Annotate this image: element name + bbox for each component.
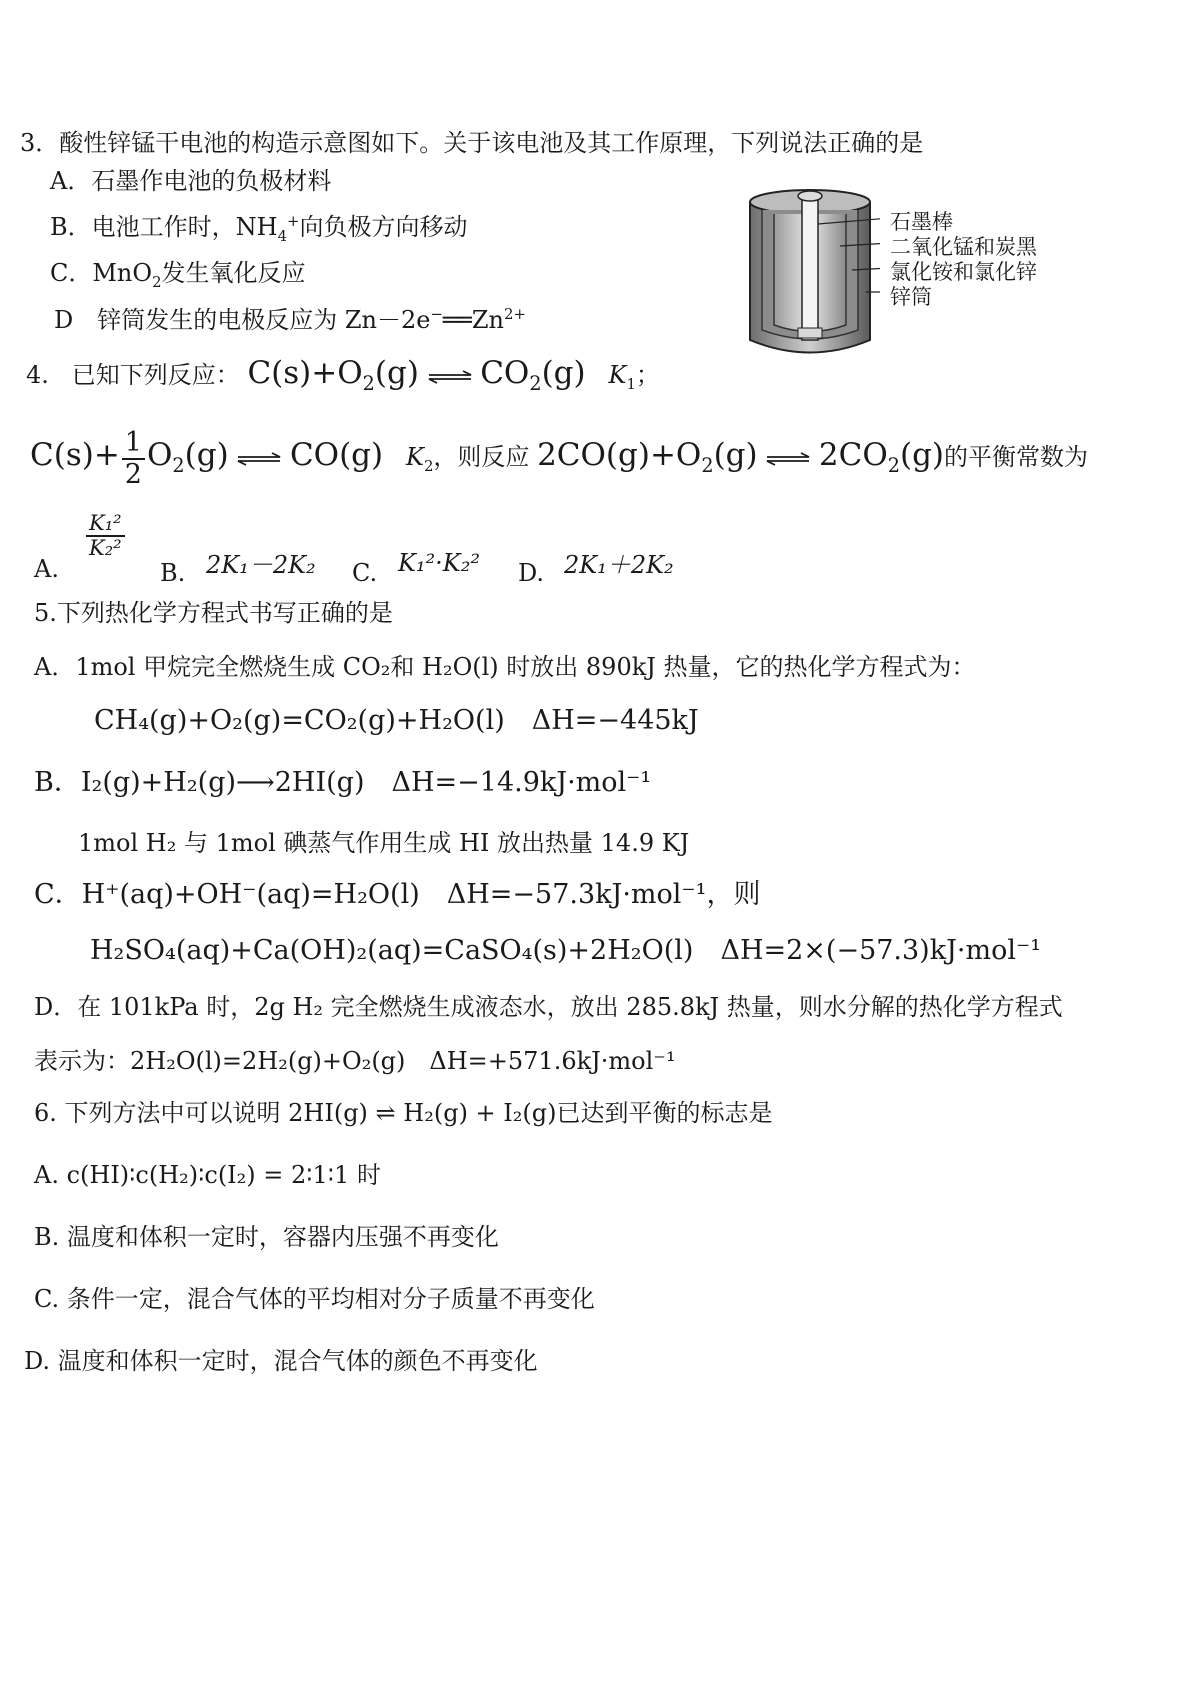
- q6-option-d: D. 温度和体积一定时，混合气体的颜色不再变化: [24, 1347, 538, 1375]
- q3-option-c: C．MnO$_2$发生氧化反应: [50, 259, 306, 291]
- label-zinc-can: 锌筒: [890, 285, 932, 309]
- q5-option-c-equation2: H₂SO₄(aq)+Ca(OH)₂(aq)=CaSO₄(s)+2H₂O(l) ΔH=2×(−57.3)kJ·mol⁻¹: [90, 935, 1042, 966]
- label-mno2-carbon: 二氧化锰和炭黑: [890, 235, 1037, 259]
- q6-option-a: A. c(HI)∶c(H₂)∶c(I₂) = 2∶1∶1 时: [34, 1161, 381, 1189]
- q4-line1: 4. 已知下列反应： $C(s)+O_2(g)$ $CO_2(g)$ $K_1$；: [26, 355, 660, 396]
- q6-stem: 6. 下列方法中可以说明 2HI(g) ⇌ H₂(g) + I₂(g)已达到平衡的标志是: [34, 1099, 773, 1127]
- q5-option-a-equation: CH₄(g)+O₂(g)=CO₂(g)+H₂O(l) ΔH=−445kJ: [94, 705, 699, 736]
- label-graphite-rod: 石墨棒: [890, 210, 953, 234]
- q4-line2: C(s)+ $\frac{1}{2}$ $O_2(g)$ CO(g) $K_2$，则反应 $2CO(g)+O_2(g)$ $2CO_2(g)$的平衡常数为: [30, 427, 1089, 490]
- equilibrium-arrow-icon: [427, 370, 473, 384]
- q3-stem: 3．酸性锌锰干电池的构造示意图如下。关于该电池及其工作原理，下列说法正确的是: [20, 129, 924, 157]
- q3-option-b: B．电池工作时，$NH_4^+$向负极方向移动: [50, 212, 468, 245]
- q6-option-c: C. 条件一定，混合气体的平均相对分子质量不再变化: [34, 1285, 595, 1313]
- equilibrium-arrow-icon: [765, 452, 811, 466]
- battery-diagram: [740, 180, 880, 360]
- q3-option-d: D 锌筒发生的电极反应为 $Zn-2e^-══Zn^{2+}$: [54, 305, 526, 334]
- q6-option-b: B. 温度和体积一定时，容器内压强不再变化: [34, 1223, 499, 1251]
- q5-option-c-equation: C．H⁺(aq)+OH⁻(aq)=H₂O(l) ΔH=−57.3kJ·mol⁻¹，则: [34, 879, 761, 910]
- q3-option-a: A．石墨作电池的负极材料: [50, 167, 332, 195]
- equilibrium-arrow-icon: [236, 452, 282, 466]
- label-nh4cl-zncl2: 氯化铵和氯化锌: [890, 260, 1037, 284]
- q5-option-b-text: 1mol H₂ 与 1mol 碘蒸气作用生成 HI 放出热量 14.9 KJ: [78, 829, 690, 857]
- exam-page: 3．酸性锌锰干电池的构造示意图如下。关于该电池及其工作原理，下列说法正确的是 A．石墨作电池的负极材料 B．电池工作时，$NH_4^+$向负极方向移动 C．MnO$_2$发生氧化反应 D 锌筒发生的电极反应为 $Zn-2e^-══Zn^{2+}$ 石墨棒 二氧化锰和炭黑 氯化铵和氯化锌 锌筒 4. 已知下列反应： $C(s)+O_2(g)$ $CO_2(g)$ $K_1$； C(s)+ $\frac{1}{2}$ $O_2(g)$ CO(g) $K_2$，则反应 $2CO(g)+O_2(g)$ $2CO_2(g)$的平衡常数为 A. $\frac{\text{K₁²}}{\text{K₂²}}$ B. 2K₁－2K₂ C. K₁²·K₂² D. 2K₁＋2K₂ 5.下列热化学方程式书写正确的是 A．1mol 甲烷完全燃烧生成 CO₂和 H₂O(l) 时放出 890kJ 热量，它的热化学方程式为： CH₄(g)+O₂(g)=CO₂(g)+H₂O(l) ΔH=−445kJ B．I₂(g)+H₂(g)⟶2HI(g) ΔH=−14.9kJ·mol⁻¹ 1mol H₂ 与 1mol 碘蒸气作用生成 HI 放出热量 14.9 KJ C．H⁺(aq)+OH⁻(aq)=H₂O(l) ΔH=−57.3kJ·mol⁻¹，则 H₂SO₄(aq)+Ca(OH)₂(aq)=CaSO₄(s)+2H₂O(l) ΔH=2×(−57.3)kJ·mol⁻¹ D．在 101kPa 时，2g H₂ 完全燃烧生成液态水，放出 285.8kJ 热量，则水分解的热化学方程式 表示为：2H₂O(l)=2H₂(g)+O₂(g) ΔH=+571.6kJ·mol⁻¹ 6. 下列方法中可以说明 2HI(g) ⇌ H₂(g) + I₂(g)已达到平衡的标志是 A. c(HI)∶c(H₂)∶c(I₂) = 2∶1∶1 时 B. 温度和体积一定时，容器内压强不再变化 C. 条件一定，混合气体的平均相对分子质量不再变化 D. 温度和体积一定时，混合气体的颜色不再变化: [20, 129, 1089, 1375]
- q5-stem: 5.下列热化学方程式书写正确的是: [34, 599, 393, 627]
- q5-option-a-text: A．1mol 甲烷完全燃烧生成 CO₂和 H₂O(l) 时放出 890kJ 热量，它的热化学方程式为：: [34, 653, 976, 681]
- q5-option-d-text: D．在 101kPa 时，2g H₂ 完全燃烧生成液态水，放出 285.8kJ 热量，则水分解的热化学方程式: [34, 993, 1063, 1021]
- q5-option-b-equation: B．I₂(g)+H₂(g)⟶2HI(g) ΔH=−14.9kJ·mol⁻¹: [34, 767, 652, 798]
- q5-option-d-text2: 表示为：2H₂O(l)=2H₂(g)+O₂(g) ΔH=+571.6kJ·mol⁻¹: [34, 1047, 676, 1075]
